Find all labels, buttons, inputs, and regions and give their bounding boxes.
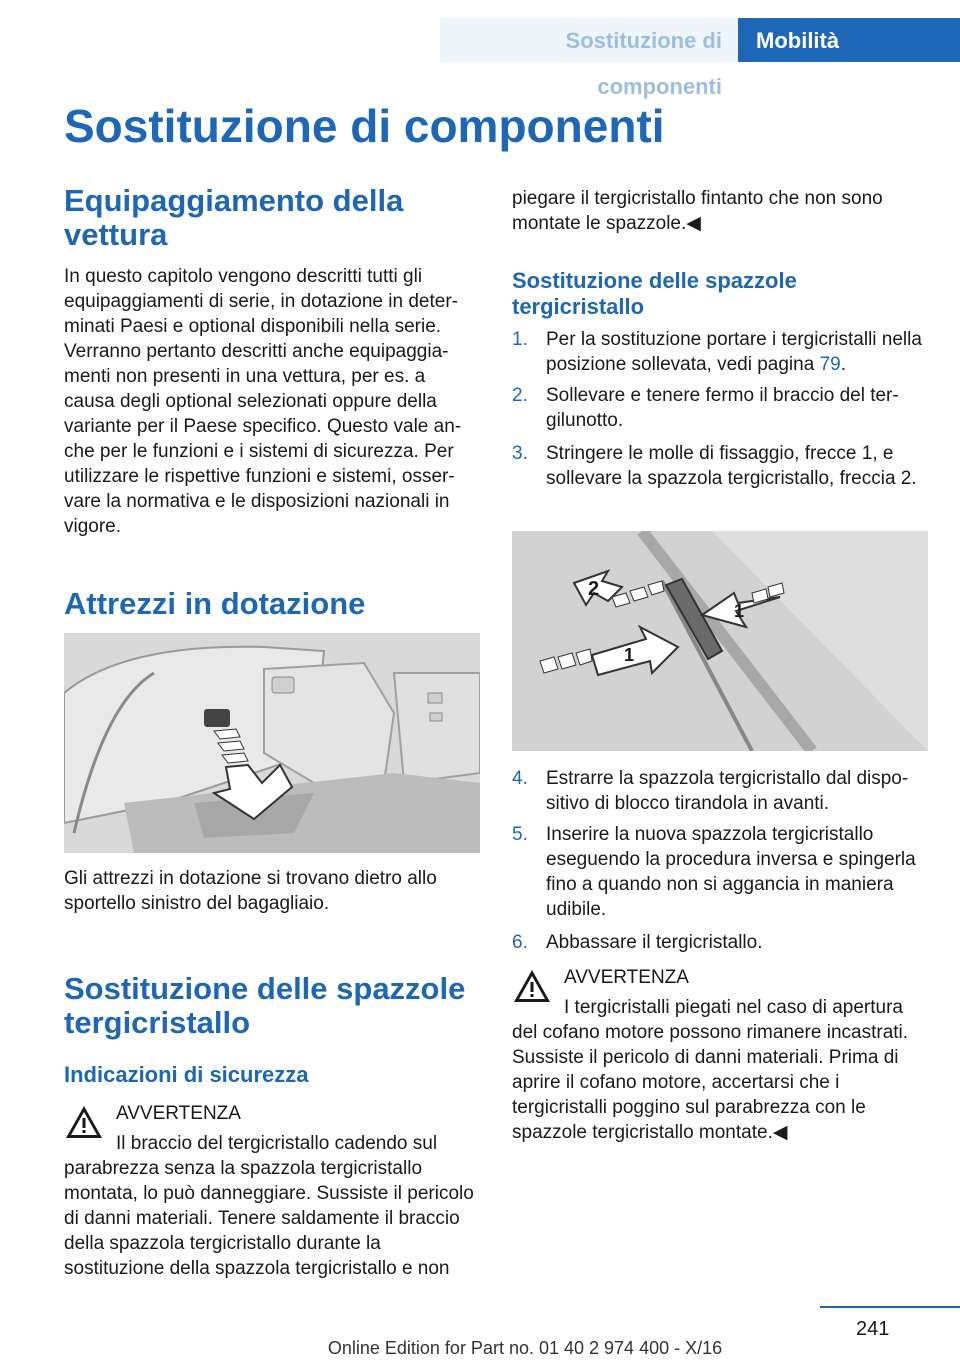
page-link[interactable]: 79: [819, 354, 841, 375]
step-text: Sollevare e tenere fermo il braccio del tergilunotto.: [546, 385, 899, 431]
trunk-tools-image: [64, 633, 480, 853]
step-number: 2.: [512, 385, 528, 406]
wiper-illustration: [512, 531, 928, 751]
step-text: Stringere le molle di fissaggio, frecce 1, e sollevare la spazzola tergicristallo, freccia 2.: [546, 443, 917, 489]
replace-heading: Sostituzione delle spazzole tergicristallo: [512, 268, 797, 319]
warning-label: AVVERTENZA: [564, 967, 689, 988]
step-number: 4.: [512, 768, 528, 789]
edition-text: Online Edition for Part no. 01 40 2 974 400 - X/16: [327, 1338, 723, 1358]
page-number: 241: [856, 1318, 890, 1340]
figure-label: [624, 645, 634, 665]
step-text: Inserire la nuova spazzola tergicristallo eseguendo la procedura inversa e spingerla fino a quando non si aggancia in maniera udibile.: [546, 824, 916, 920]
breadcrumb: Sostituzione di componenti: [440, 18, 738, 62]
wiper-heading: Sostituzione delle spazzole tergicristallo: [64, 971, 466, 1040]
page-title: Sostituzione di componenti: [64, 100, 665, 152]
continued-warning-text: piegare il tergicristallo fintanto che non sono montate le spazzole.◀: [512, 188, 883, 234]
figure-label: [734, 601, 744, 621]
step-number: 3.: [512, 443, 528, 464]
step-text: Estrarre la spazzola tergicristallo dal dispositivo di blocco tirandola in avanti.: [546, 768, 909, 814]
svg-text:1: 1: [734, 601, 745, 621]
tools-heading: Attrezzi in dotazione: [64, 586, 366, 621]
footer-rule: [820, 1306, 960, 1308]
safety-heading: Indicazioni di sicurezza: [64, 1062, 309, 1087]
svg-text:1: 1: [624, 645, 635, 665]
figure-label: [588, 578, 599, 600]
svg-text:2: 2: [588, 578, 600, 600]
warning-label: AVVERTENZA: [116, 1103, 241, 1124]
wiper-image: [512, 531, 928, 751]
warning-text: I tergicristalli piegati nel caso di apertura del cofano motore possono rimanere incastrati. Sussiste il pericolo di danni materiali. Prima di aprire il cofano motore, accertarsi che i tergicristalli poggino sul parabrezza con le spazzole tergicristallo montate.◀: [512, 997, 909, 1143]
page-header: [440, 18, 960, 99]
step-number: 6.: [512, 932, 528, 953]
step-text: Abbassare il tergicristallo.: [546, 932, 763, 953]
step-number: 5.: [512, 824, 528, 845]
section-tab: Mobilità: [738, 18, 960, 62]
step-text: Per la sostituzione portare i tergicristalli nella posizione sollevata, vedi pagina 79.: [546, 329, 922, 375]
equipment-heading: Equipaggiamento della vettura: [64, 183, 404, 252]
equipment-text: In questo capitolo vengono descritti tutti gli equipaggiamenti di serie, in dotazione in determinati Paesi e optional disponibili nella serie. Verranno pertanto descritti anche equipaggiamenti non presenti in una vettura, per es. a causa degli optional selezionati oppure della variante per il Paese specifico. Questo vale anche per le funzioni e i sistemi di sicurezza. Per utilizzare le rispettive funzioni e sistemi, osservare la normativa e le disposizioni nazionali in vigore.: [64, 266, 462, 537]
trunk-illustration: [64, 633, 480, 853]
step-number: 1.: [512, 329, 528, 350]
tools-text: Gli attrezzi in dotazione si trovano dietro allo sportello sinistro del bagagliaio.: [64, 868, 437, 914]
warning-text: Il braccio del tergicristallo cadendo sul parabrezza senza la spazzola tergicristallo montata, lo può danneggiare. Sussiste il pericolo di danni materiali. Tenere saldamente il braccio della spazzola tergicristallo durante la sostituzione della spazzola tergicristallo e non: [64, 1133, 474, 1279]
